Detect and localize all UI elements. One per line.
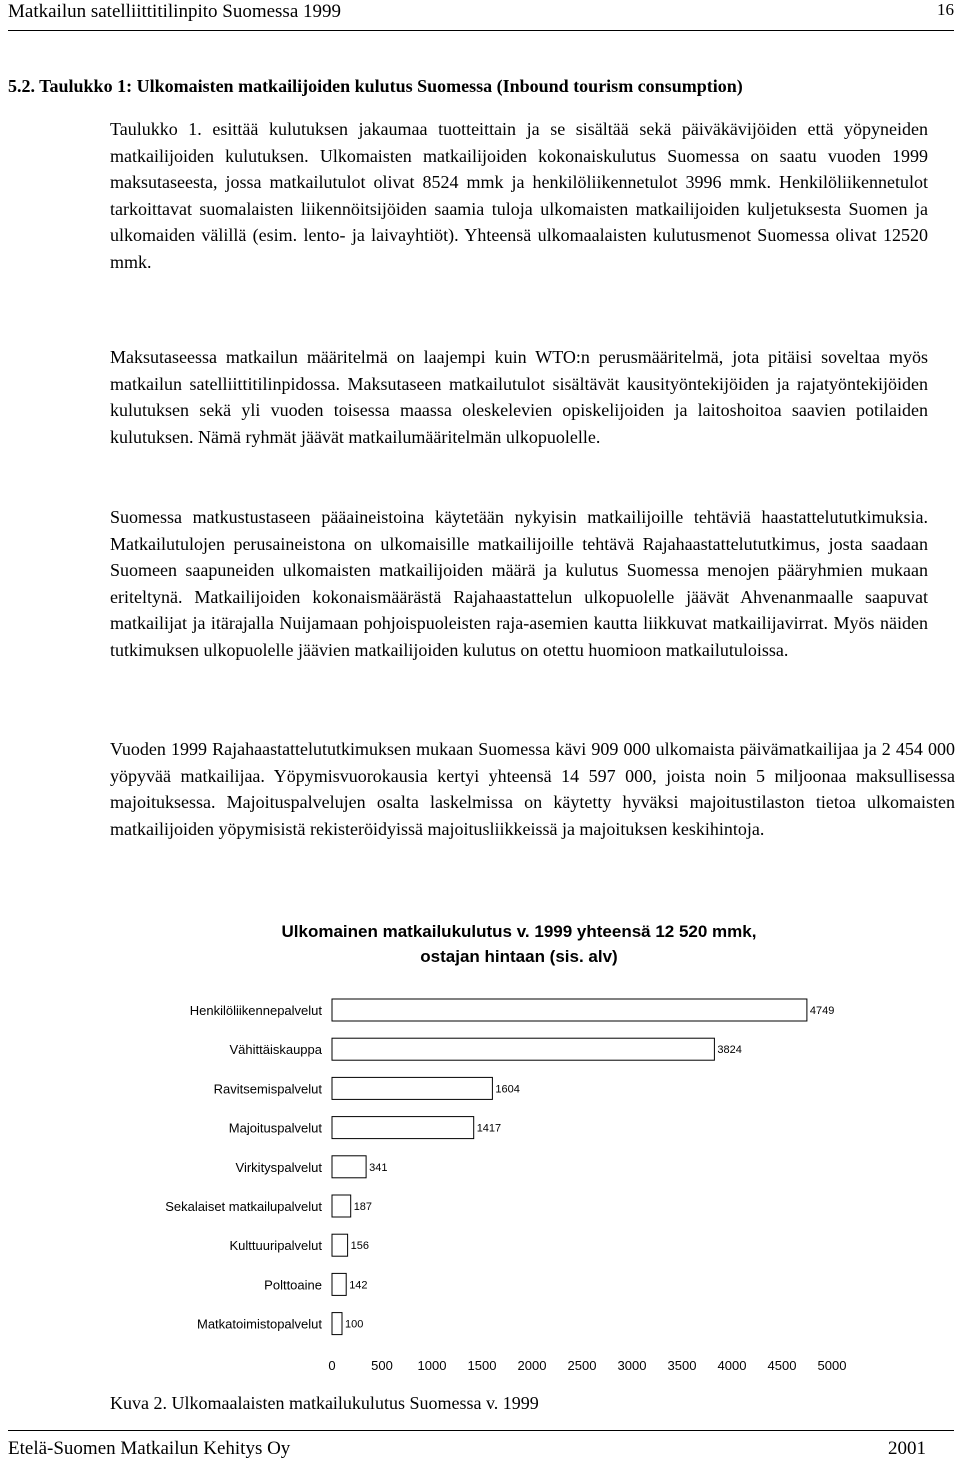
data-label: 156 <box>350 1240 369 1253</box>
footer-year: 2001 <box>888 1438 926 1459</box>
bar <box>332 1077 492 1099</box>
x-tick-label: 2000 <box>517 1358 547 1373</box>
x-tick-label: 4000 <box>717 1358 747 1373</box>
data-label: 1604 <box>495 1083 520 1096</box>
paragraph-2: Maksutaseessa matkailun määritelmä on laajempi kuin WTO:n perusmääritelmä, jota pitäisi soveltaa myös matkailun satelliittitilinpidossa. Maksutaseen matkailutulot sisältävät kausityöntekijöiden ja rajatyöntekijöiden kulutuksen sekä yli vuoden toisessa maassa oleskelevien opiskelijoiden ja laitoshoitoa saavien potilaiden kulutuksen. Nämä ryhmät jäävät matkailumääritelmän ulkopuolelle. <box>110 347 928 447</box>
category-label: Virkityspalvelut <box>235 1159 322 1175</box>
x-tick-label: 4500 <box>767 1358 797 1373</box>
x-tick-label: 1500 <box>467 1358 497 1373</box>
bar <box>332 1313 342 1335</box>
category-label: Sekalaiset matkailupalvelut <box>165 1199 322 1214</box>
data-label: 187 <box>353 1201 373 1213</box>
chart-title <box>110 919 928 969</box>
category-label: Vähittäiskauppa <box>229 1042 322 1058</box>
bar <box>332 1156 366 1178</box>
figure-caption: Kuva 2. Ulkomaalaisten matkailukulutus Suomessa v. 1999 <box>110 1393 539 1413</box>
footer-organization: Etelä-Suomen Matkailun Kehitys Oy <box>8 1438 291 1459</box>
category-label: Henkilöliikennepalvelut <box>189 1003 322 1018</box>
category-label: Kulttuuripalvelut <box>229 1238 322 1254</box>
section-heading: 5.2. Taulukko 1: Ulkomaisten matkailijoiden kulutus Suomessa (Inbound tourism consumption) <box>8 76 743 96</box>
page-number: 16 <box>937 0 954 19</box>
x-tick-label: 2500 <box>567 1358 597 1373</box>
bar-chart <box>110 990 870 1380</box>
running-title: Matkailun satelliittitilinpito Suomessa 1999 <box>8 1 342 22</box>
page-footer <box>8 1430 954 1461</box>
paragraph-4: Vuoden 1999 Rajahaastattelututkimuksen mukaan Suomessa kävi 909 000 ulkomaista päivämatkailijaa ja 2 454 000 yöpyvää matkailijaa. Yöpymisvuorokausia kertyi yhteensä 14 597 000, joista noin 5 miljoonaa maksullisessa majoituksessa. Majoituspalvelujen osalta laskelmissa on käytetty hyväksi majoitustilaston tietoa ulkomaisten matkailijoiden yöpymisistä rekisteröidyissä majoitusliikkeissä ja majoituksen keskihintoja. <box>110 739 955 839</box>
chart-title-line-1: Ulkomainen matkailukulutus v. 1999 yhteensä 12 520 mmk, <box>281 922 757 941</box>
category-label: Majoituspalvelut <box>228 1120 322 1136</box>
x-tick-label: 500 <box>371 1358 393 1373</box>
bar <box>332 1038 714 1060</box>
bar <box>332 1234 348 1256</box>
category-label: Matkatoimistopalvelut <box>197 1316 322 1332</box>
x-tick-label: 3000 <box>617 1358 647 1373</box>
data-label: 341 <box>369 1161 388 1174</box>
x-tick-label: 3500 <box>667 1358 697 1373</box>
bar <box>332 1195 351 1217</box>
data-label: 3824 <box>717 1044 742 1057</box>
data-label: 4749 <box>809 1005 835 1017</box>
paragraph-3: Suomessa matkustustaseen pääaineistoina käytetään nykyisin matkailijoille tehtäviä haastattelututkimuksia. Matkailutulojen perusaineistona on ulkomaisille matkailijoille tehtävä Rajahaastattelututkimus, josta saadaan Suomeen saapuneiden ulkomaisten matkailijoiden määrä ja kulutus Suomessa menojen pääryhmien mukaan eriteltynä. Matkailijoiden kokonaismäärästä Rajahaastattelun ulkopuolelle jäävät Ahvenanmaalle saapuvat matkailijat ja itärajalla Nuijamaan pohjoispuoleisten raja-asemien kautta liikkuvat matkailijavirrat. Myös näiden tutkimuksen ulkopuolelle jäävien matkailijoiden kulutus on otettu huomioon matkailutuloissa. <box>110 507 928 660</box>
chart-title-line-2: ostajan hintaan (sis. alv) <box>420 947 618 966</box>
x-tick-label: 1000 <box>417 1358 447 1373</box>
category-label: Polttoaine <box>264 1277 322 1293</box>
bar <box>332 1273 346 1295</box>
paragraph-1: Taulukko 1. esittää kulutuksen jakaumaa tuotteittain ja se sisältää sekä päiväkävijöiden että yöpyneiden matkailijoiden kulutuksen. Ulkomaisten matkailijoiden kokonaiskulutus Suomessa on saatu vuoden 1999 maksutaseesta, jossa matkailutulot olivat 8524 mmk ja henkilöliikennetulot 3996 mmk. Henkilöliikennetulot tarkoittavat suomalaisten liikennöitsijöiden saamia tuloja ulkomaisten matkailijoiden kuljetuksesta Suomen ja ulkomaiden välillä (esim. lento- ja laivayhtiöt). Yhteensä ulkomaalaisten kulutusmenot Suomessa olivat 12520 mmk. <box>110 119 928 272</box>
x-tick-label: 0 <box>328 1358 336 1373</box>
data-label: 100 <box>345 1318 364 1331</box>
bar <box>332 1117 474 1139</box>
x-tick-label: 5000 <box>817 1358 847 1373</box>
bar <box>332 999 807 1021</box>
data-label: 1417 <box>476 1122 502 1135</box>
data-label: 142 <box>349 1279 368 1292</box>
category-label: Ravitsemispalvelut <box>213 1081 322 1097</box>
running-header <box>8 0 954 31</box>
